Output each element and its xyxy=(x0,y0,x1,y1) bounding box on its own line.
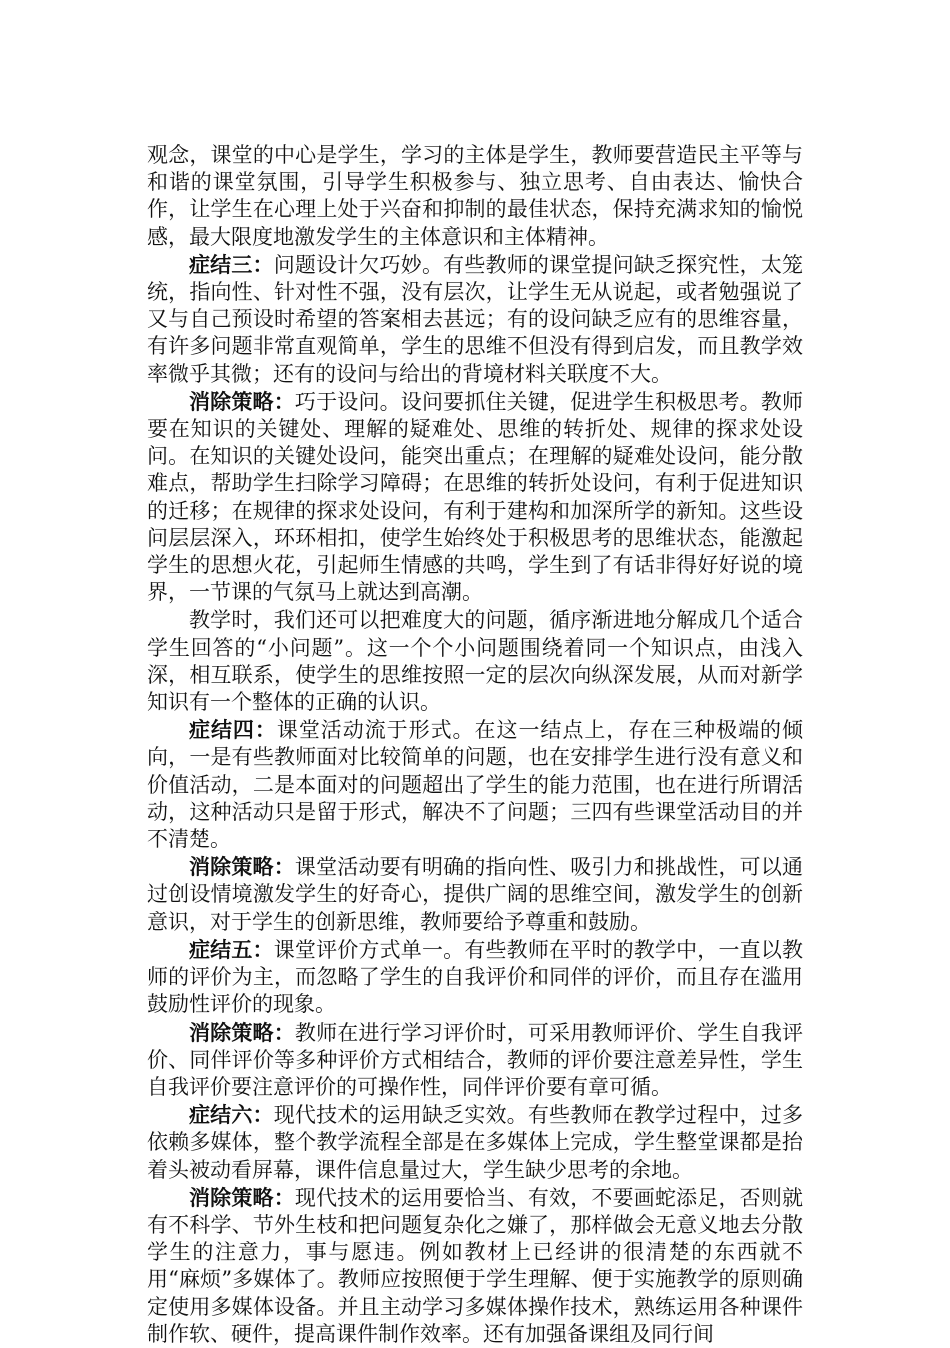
paragraph-text: 教学时，我们还可以把难度大的问题，循序渐进地分解成几个适合学生回答的“小问题”。这一个个小问题围绕着同一个知识点，由浅入深，相互联系，使学生的思维按照一定的层次向纵深发展，从而对新学知识有一个整体的正确的认识。 xyxy=(147,608,803,715)
paragraph-lead: 症结三： xyxy=(189,251,274,277)
paragraph-text: 课堂活动要有明确的指向性、吸引力和挑战性，可以通过创设情境激发学生的好奇心，提供广阔的思维空间，激发学生的创新意识，对于学生的创新思维，教师要给予尊重和鼓励。 xyxy=(147,855,804,934)
paragraph-5 xyxy=(147,716,803,853)
paragraph-text: 巧于设问。设问要抓住关键，促进学生积极思考。教师要在知识的关键处、理解的疑难处、思维的转折处、规律的探求处设问。在知识的关键处设问，能突出重点；在理解的疑难处设问，能分散难点，帮助学生扫除学习障碍；在思维的转折处设问，有利于促进知识的迁移；在规律的探求处设问，有利于建构和加深所学的新知。这些设问层层深入，环环相扣，使学生始终处于积极思考的思维状态，能激起学生的思想火花，引起师生情感的共鸣，学生到了有话非得好好说的境界，一节课的气氛马上就达到高潮。 xyxy=(147,389,804,605)
paragraph-lead: 消除策略： xyxy=(189,854,295,880)
paragraph-lead: 症结六： xyxy=(189,1102,274,1128)
paragraph-text: 课堂活动流于形式。在这一结点上，存在三种极端的倾向，一是有些教师面对比较简单的问题，也在安排学生进行没有意义和价值活动，二是本面对的问题超出了学生的能力范围，也在进行所谓活动，这种活动只是留于形式，解决不了问题；三四有些课堂活动目的并不清楚。 xyxy=(147,718,804,852)
paragraph-lead: 消除策略： xyxy=(189,388,295,414)
paragraph-1 xyxy=(147,141,803,251)
document-page xyxy=(147,141,803,1348)
paragraph-10 xyxy=(147,1184,803,1348)
paragraph-lead: 消除策略： xyxy=(189,1184,295,1210)
paragraph-text: 现代技术的运用要恰当、有效，不要画蛇添足，否则就有不科学、节外生枝和把问题复杂化之嫌了，那样做会无意义地去分散学生的注意力，事与愿违。例如教材上已经讲的很清楚的东西就不用“麻烦”多媒体了。教师应按照便于学生理解、便于实施教学的原则确定使用多媒体设备。并且主动学习多媒体操作技术，熟练运用各种课件制作软、硬件，提高课件制作效率。还有加强备课组及同行间 xyxy=(147,1185,804,1346)
paragraph-9 xyxy=(147,1101,803,1184)
paragraph-text: 教师在进行学习评价时，可采用教师评价、学生自我评价、同伴评价等多种评价方式相结合，教师的评价要注意差异性，学生自我评价要注意评价的可操作性，同伴评价要有章可循。 xyxy=(147,1020,804,1099)
paragraph-lead: 症结四： xyxy=(189,717,277,743)
paragraph-8 xyxy=(147,1019,803,1102)
paragraph-lead: 症结五： xyxy=(189,936,274,962)
paragraph-7 xyxy=(147,936,803,1019)
paragraph-text: 课堂评价方式单一。有些教师在平时的教学中，一直以教师的评价为主，而忽略了学生的自我评价和同伴的评价，而且存在滥用鼓励性评价的现象。 xyxy=(147,937,804,1017)
paragraph-lead: 消除策略： xyxy=(189,1019,295,1045)
paragraph-text: 现代技术的运用缺乏实效。有些教师在教学过程中，过多依赖多媒体，整个教学流程全部是在多媒体上完成，学生整堂课都是抬着头被动看屏幕，课件信息量过大，学生缺少思考的余地。 xyxy=(147,1103,804,1182)
paragraph-2 xyxy=(147,251,803,388)
paragraph-6 xyxy=(147,853,803,936)
paragraph-text: 观念，课堂的中心是学生，学习的主体是学生，教师要营造民主平等与和谐的课堂氛围，引导学生积极参与、独立思考、自由表达、愉快合作，让学生在心理上处于兴奋和抑制的最佳状态，保持充满求知的愉悦感，最大限度地激发学生的主体意识和主体精神。 xyxy=(147,143,803,249)
paragraph-4 xyxy=(147,606,803,716)
paragraph-3 xyxy=(147,388,803,607)
paragraph-text: 问题设计欠巧妙。有些教师的课堂提问缺乏探究性，太笼统，指向性、针对性不强，没有层次，让学生无从说起，或者勉强说了又与自己预设时希望的答案相去甚远；有的设问缺乏应有的思维容量，有许多问题非常直观简单，学生的思维不但没有得到启发，而且教学效率微乎其微；还有的设问与给出的背境材料关联度不大。 xyxy=(147,252,804,386)
